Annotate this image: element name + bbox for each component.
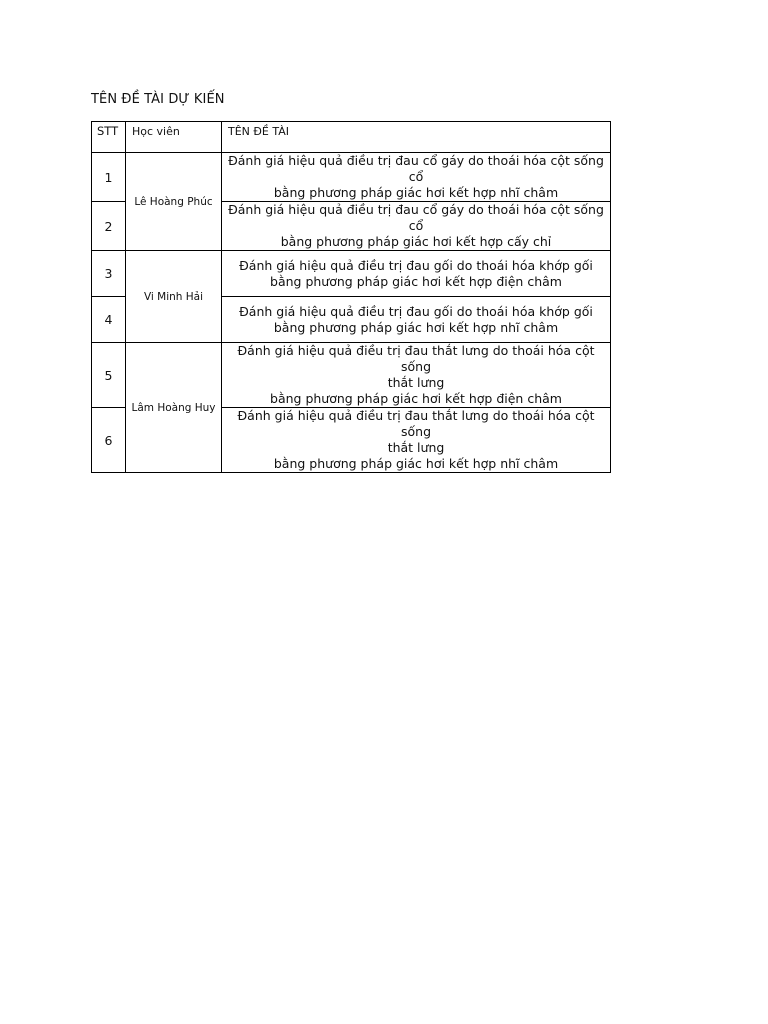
topic-line: Đánh giá hiệu quả điều trị đau cổ gáy do thoái hóa cột sống cổ [228,153,604,184]
student-name: Lê Hoàng Phúc [126,153,222,251]
topic-cell [222,408,611,473]
table-row [92,251,611,297]
topic-cell [222,297,611,343]
topic-line: Đánh giá hiệu quả điều trị đau gối do thoái hóa khớp gối [239,257,593,273]
topic-cell [222,202,611,251]
topic-line: bằng phương pháp giác hơi kết hợp điện châm [270,391,562,406]
student-name: Lâm Hoàng Huy [126,343,222,473]
topic-line: bằng phương pháp giác hơi kết hợp cấy chỉ [280,234,552,249]
row-stt: 3 [92,251,126,297]
header-stt: STT [92,122,126,153]
row-stt: 4 [92,297,126,343]
row-stt: 6 [92,408,126,473]
topic-cell [222,153,611,202]
table-header-row [92,122,611,153]
row-stt: 5 [92,343,126,408]
row-stt: 1 [92,153,126,202]
topic-line: bằng phương pháp giác hơi kết hợp nhĩ châm [273,185,559,200]
table-row [92,343,611,408]
topic-line: bằng phương pháp giác hơi kết hợp điện châm [270,273,562,289]
table-row [92,153,611,202]
header-topic: TÊN ĐỀ TÀI [222,122,611,153]
header-student: Học viên [126,122,222,153]
topic-line: thắt lưng [387,375,445,390]
topic-line: Đánh giá hiệu quả điều trị đau cổ gáy do thoái hóa cột sống cổ [228,202,604,233]
topics-table [91,121,611,473]
topic-line: Đánh giá hiệu quả điều trị đau thắt lưng do thoái hóa cột sống [237,408,595,439]
student-name: Vi Minh Hải [126,251,222,343]
topic-cell [222,251,611,297]
topic-line: Đánh giá hiệu quả điều trị đau gối do thoái hóa khớp gối [239,303,593,319]
row-stt: 2 [92,202,126,251]
topic-line: thắt lưng [387,440,445,455]
topic-line: bằng phương pháp giác hơi kết hợp nhĩ châm [273,319,559,335]
topic-cell [222,343,611,408]
document-title: TÊN ĐỀ TÀI DỰ KIẾN [91,92,225,107]
topic-line: bằng phương pháp giác hơi kết hợp nhĩ châm [273,456,559,471]
topic-line: Đánh giá hiệu quả điều trị đau thắt lưng do thoái hóa cột sống [237,343,595,374]
